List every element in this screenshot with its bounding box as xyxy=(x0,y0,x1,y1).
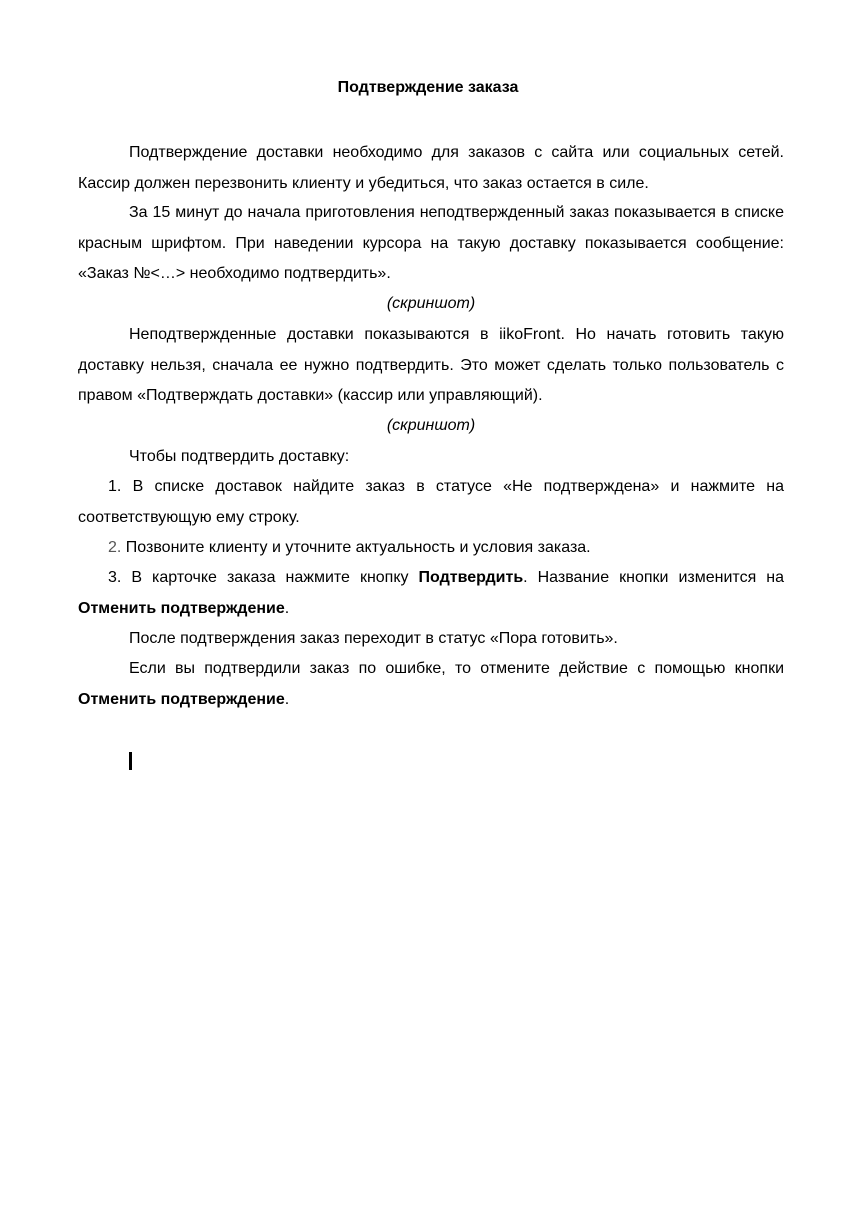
paragraph-intro: Подтверждение доставки необходимо для заказов с сайта или социальных сетей. Кассир должен перезвонить клиенту и убедиться, что заказ остается в силе. xyxy=(78,144,784,192)
list-item-step-3 xyxy=(78,563,784,624)
confirm-button-name: Подтвердить xyxy=(418,569,524,586)
paragraph-how-to-confirm: Чтобы подтвердить доставку: xyxy=(129,448,350,465)
undo-text-end: . xyxy=(284,690,290,708)
cancel-confirmation-button-name: Отменить подтверждение xyxy=(78,599,285,617)
step-2-number: 2. xyxy=(108,539,122,556)
screenshot-placeholder-1: (скриншот) xyxy=(386,295,476,312)
paragraph-after-confirmation: После подтверждения заказ переходит в статус «Пора готовить». xyxy=(129,630,618,647)
step-3-text-c: . xyxy=(284,599,290,617)
list-item-step-1 xyxy=(78,472,784,533)
paragraph-unconfirmed-display: За 15 минут до начала приготовления неподтвержденный заказ показывается в списке красным шрифтом. При наведении курсора на такую доставку показывается сообщение: «Заказ №<…> необходимо подтвердить». xyxy=(78,204,784,282)
list-item-step-2 xyxy=(78,533,784,564)
step-2-text: Позвоните клиенту и уточните актуальность и условия заказа. xyxy=(125,539,591,556)
step-3-number: 3. xyxy=(108,569,122,586)
paragraph-undo-confirmation xyxy=(78,654,784,715)
step-3-text-a: В карточке заказа нажмите кнопку xyxy=(131,569,409,586)
text-cursor[interactable] xyxy=(129,752,132,770)
undo-text: Если вы подтвердили заказ по ошибке, то отмените действие с помощью кнопки xyxy=(129,660,784,677)
paragraph-iikofront: Неподтвержденные доставки показываются в iikoFront. Но начать готовить такую доставку нельзя, сначала ее нужно подтвердить. Это может сделать только пользователь с правом «Подтверждать доставки» (кассир или управляющий). xyxy=(78,326,784,404)
step-1-text: В списке доставок найдите заказ в статусе «Не подтверждена» и нажмите на соответствующую ему строку. xyxy=(78,478,784,526)
page-title: Подтверждение заказа xyxy=(337,79,519,96)
step-3-text-b: . Название кнопки изменится на xyxy=(523,569,784,586)
screenshot-placeholder-2: (скриншот) xyxy=(386,417,476,434)
undo-button-name: Отменить подтверждение xyxy=(78,690,285,708)
step-1-number: 1. xyxy=(108,478,122,495)
